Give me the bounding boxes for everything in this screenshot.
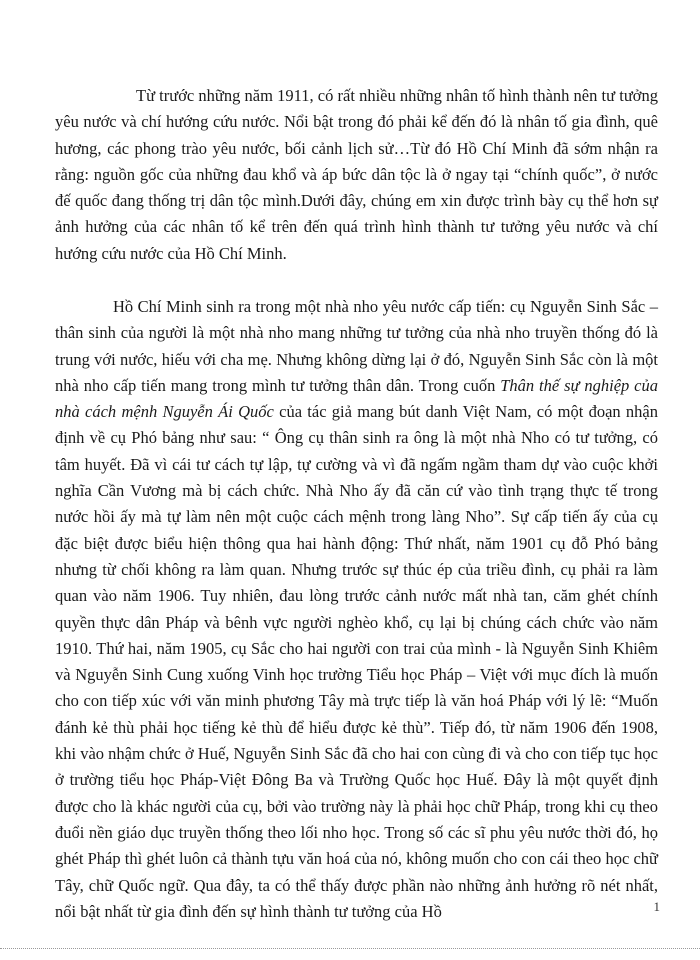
paragraph-text-before-title: Hồ Chí Minh sinh ra trong một nhà nho yêu nước cấp tiến: cụ Nguyễn Sinh Sắc – thân sinh của người là một nhà nho mang những tư tưởng của nhà nho truyền thống đó là trung với nước, hiếu với cha mẹ. Nhưng không dừng lại ở đó, Nguyễn Sinh Sắc còn là một nhà nho cấp tiến mang trong mình tư tưởng thân dân. Trong cuốn bbox=[55, 297, 658, 395]
page-bottom-divider bbox=[0, 948, 700, 949]
paragraph-text-after-title: của tác giả mang bút danh Việt Nam, có một đoạn nhận định về cụ Phó bảng như sau: “ Ông cụ thân sinh ra ông là một nhà Nho có tư tưởng, có tâm huyết. Đã vì cái tư cách tự lập, tự cường và vì đã ngấm ngầm tham dự vào cuộc khởi nghĩa Cần Vương mà bị cách chức. Nhà Nho ấy đã căn cứ vào tình trạng thực tế trong nước hồi ấy mà tự làm nên một cuộc cách mệnh trong làng Nho”. Sự cấp tiến ấy của cụ đặc biệt được biểu hiện thông qua hai hành động: Thứ nhất, năm 1901 cụ đỗ Phó bảng nhưng từ chối không ra làm quan. Nhưng trước sự thúc ép của triều đình, cụ phải ra làm quan vào năm 1906. Tuy nhiên, đau lòng trước cảnh nước mất nhà tan, căm ghét chính quyền thực dân Pháp và bênh vực người nghèo khổ, cụ lại bị chúng cách chức vào năm 1910. Thứ hai, năm 1905, cụ Sắc cho hai người con trai của mình - là Nguyễn Sinh Khiêm và Nguyễn Sinh Cung xuống Vinh học trường Tiểu học Pháp – Việt với mục đích là muốn cho con tiếp xúc với văn minh phương Tây mà trực tiếp là văn hoá Pháp với lý lẽ: “Muốn đánh kẻ thù phải học tiếng kẻ thù để hiểu được kẻ thù”. Tiếp đó, từ năm 1906 đến 1908, khi vào nhậm chức ở Huế, Nguyễn Sinh Sắc đã cho hai con cùng đi và cho con tiếp tục học ở trường tiểu học Pháp-Việt Đông Ba và Trường Quốc học Huế. Đây là một quyết định được cho là khác người của cụ, bởi vào trường này là phải học chữ Pháp, trong khi cụ theo đuổi nền giáo dục truyền thống theo lối nho học. Trong số các sĩ phu yêu nước thời đó, họ ghét Pháp thì ghét luôn cả thành tựu văn hoá của nó, không muốn cho con cái theo học chữ Tây, chữ Quốc ngữ. Qua đây, ta có thể thấy được phần nào những ảnh hưởng rõ nét nhất, nổi bật nhất từ gia đình đến sự hình thành tư tưởng của Hồ bbox=[55, 402, 658, 921]
intro-paragraph: Từ trước những năm 1911, có rất nhiều những nhân tố hình thành nên tư tưởng yêu nước và chí hướng cứu nước. Nổi bật trong đó phải kể đến đó là nhân tố gia đình, quê hương, các phong trào yêu nước, bối cảnh lịch sử…Từ đó Hồ Chí Minh đã sớm nhận ra rằng: nguồn gốc của những đau khổ và áp bức dân tộc là ở ngay tại “chính quốc”, ở nước đế quốc đang thống trị dân tộc mình.Dưới đây, chúng em xin được trình bày cụ thể hơn sự ảnh hưởng của các nhân tố kể trên đến quá trình hình thành tư tưởng yêu nước và chí hướng cứu nước của Hồ Chí Minh. bbox=[55, 86, 658, 263]
book-title: Thân thế sự nghiệp của nhà cách mệnh Nguyễn Ái Quốc bbox=[55, 375, 658, 422]
family-influence-paragraph bbox=[55, 294, 658, 925]
page-number: 1 bbox=[653, 899, 660, 914]
